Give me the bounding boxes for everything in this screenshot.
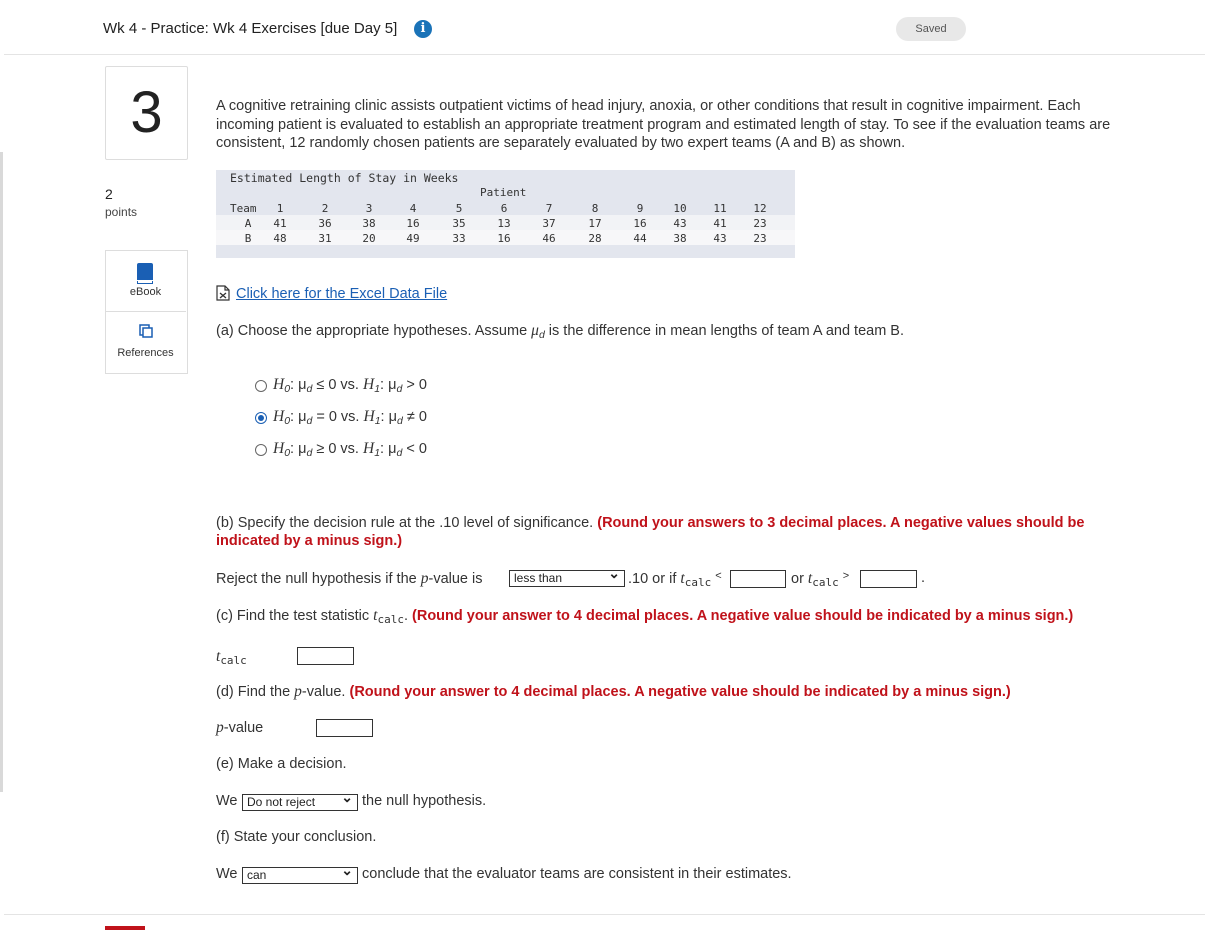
- patient-number: 6: [500, 202, 508, 215]
- table-cell: 37: [542, 217, 556, 230]
- mu-symbol: μ: [531, 322, 539, 339]
- t-upper-critical-input[interactable]: [860, 570, 917, 588]
- footer-accent: [105, 926, 145, 930]
- points-label: points: [105, 205, 138, 219]
- calc-sub-3: calc: [377, 613, 404, 626]
- h0-sub: 0: [284, 415, 291, 427]
- team-label: A: [244, 217, 252, 230]
- patient-header: Patient: [480, 186, 527, 199]
- d1-sub: d: [396, 447, 403, 459]
- h0-sub: 0: [284, 447, 291, 459]
- part-c-instruction: (Round your answer to 4 decimal places. A negative value should be indicated by a minus sign.): [412, 608, 1074, 624]
- hypothesis-option-3[interactable]: [273, 440, 427, 459]
- d-sub: d: [306, 415, 313, 427]
- h1: H: [363, 408, 375, 425]
- hypothesis-option-2[interactable]: [273, 408, 427, 427]
- p-symbol: p: [420, 570, 429, 587]
- mu-sub: d: [538, 329, 545, 341]
- table-cell: 17: [588, 217, 602, 230]
- table-cell: 31: [318, 232, 332, 245]
- rel0: : μ: [290, 441, 307, 457]
- conclusion-select[interactable]: can ⌄: [242, 867, 358, 884]
- part-e-label: (e) Make a decision.: [216, 756, 347, 772]
- p-symbol-3: p: [216, 719, 224, 736]
- hypothesis-radio-3[interactable]: [255, 444, 267, 456]
- cond0: = 0 vs.: [312, 409, 364, 425]
- patient-number: 7: [545, 202, 553, 215]
- part-d-label: (d) Find the: [216, 684, 295, 700]
- patient-number: 1: [276, 202, 284, 215]
- reject-prefix: Reject the null hypothesis if the: [216, 571, 421, 587]
- rel0: : μ: [290, 377, 307, 393]
- h1-sub: 1: [374, 447, 381, 459]
- pvalue-input[interactable]: [316, 719, 373, 737]
- reject-rule-text: [216, 570, 482, 588]
- patient-number: 9: [636, 202, 644, 215]
- cond1: ≠ 0: [402, 409, 427, 425]
- d-sub: d: [306, 447, 313, 459]
- t-symbol-3: t: [373, 607, 378, 624]
- table-cell: 20: [362, 232, 376, 245]
- patient-number: 12: [753, 202, 767, 215]
- references-icon[interactable]: [139, 324, 153, 338]
- patient-number: 11: [713, 202, 727, 215]
- table-cell: 46: [542, 232, 556, 245]
- team-label: B: [244, 232, 252, 245]
- part-c-prompt: [216, 607, 1073, 626]
- hypothesis-radio-1[interactable]: [255, 380, 267, 392]
- h0: H: [273, 440, 285, 457]
- tools-divider: [105, 311, 186, 312]
- references-button[interactable]: References: [117, 347, 174, 359]
- cond1: > 0: [402, 377, 427, 393]
- info-icon[interactable]: i: [414, 20, 432, 38]
- d1-sub: d: [396, 415, 403, 427]
- table-cell: 43: [713, 232, 727, 245]
- table-cell: 38: [673, 232, 687, 245]
- rel1: : μ: [380, 377, 397, 393]
- period: .: [921, 570, 926, 586]
- part-c-label: (c) Find the test statistic: [216, 608, 374, 624]
- d1-sub: d: [396, 383, 403, 395]
- ebook-icon[interactable]: [137, 263, 153, 280]
- or-text: [791, 570, 849, 589]
- patient-number: 8: [591, 202, 599, 215]
- table-cell: 16: [633, 217, 647, 230]
- less-than-symbol: <: [715, 570, 722, 582]
- part-e-we: We: [216, 793, 238, 809]
- p-symbol-2: p: [294, 683, 302, 700]
- part-b-prompt: [216, 514, 1146, 550]
- after-select-text: .10 or if: [628, 571, 681, 587]
- rel1: : μ: [380, 441, 397, 457]
- table-cell: 43: [673, 217, 687, 230]
- part-f-label: (f) State your conclusion.: [216, 829, 377, 845]
- left-scrollbar[interactable]: [0, 152, 3, 792]
- pvalue-comparison-select[interactable]: less than ⌄: [509, 570, 625, 587]
- h0-sub: 0: [284, 383, 291, 395]
- calc-sub: calc: [684, 576, 712, 589]
- assignment-title: Wk 4 - Practice: Wk 4 Exercises [due Day 5]: [103, 20, 398, 37]
- part-f-suffix: conclude that the evaluator teams are consistent in their estimates.: [362, 866, 792, 882]
- table-cell: 28: [588, 232, 602, 245]
- saved-status-badge: Saved: [896, 17, 966, 41]
- t-lower-critical-input[interactable]: [730, 570, 786, 588]
- greater-than-symbol: >: [842, 570, 850, 582]
- part-f-we: We: [216, 866, 238, 882]
- h0: H: [273, 376, 285, 393]
- footer-divider: [4, 914, 1205, 915]
- table-cell: 41: [273, 217, 287, 230]
- h1-sub: 1: [374, 415, 381, 427]
- h1-sub: 1: [374, 383, 381, 395]
- question-number: 3: [105, 66, 188, 160]
- pvalue-label-text: -value: [223, 720, 264, 736]
- calc-sub-4: calc: [220, 654, 247, 667]
- reject-mid: -value is: [428, 571, 483, 587]
- table-cell: 16: [406, 217, 420, 230]
- part-c-dot: .: [403, 608, 413, 624]
- part-d-label2: -value.: [301, 684, 350, 700]
- reject-after-select: [628, 570, 722, 589]
- table-cell: 44: [633, 232, 647, 245]
- table-cell: 13: [497, 217, 511, 230]
- table-cell: 33: [452, 232, 466, 245]
- rel0: : μ: [290, 409, 307, 425]
- hypothesis-option-1[interactable]: [273, 376, 427, 395]
- points-value: 2: [105, 186, 113, 202]
- table-cell: 49: [406, 232, 420, 245]
- pvalue-label: [216, 719, 263, 737]
- patient-number: 4: [409, 202, 417, 215]
- t-symbol: t: [680, 570, 685, 587]
- excel-data-link[interactable]: Click here for the Excel Data File: [236, 286, 448, 302]
- part-a-prompt: [216, 322, 904, 341]
- h0: H: [273, 408, 285, 425]
- part-b-label: (b) Specify the decision rule at the .10 level of significance.: [216, 515, 598, 531]
- part-b-instruction: (Round your answers to 3 decimal places. A negative values should be indicated by a minus sign.): [216, 515, 1085, 549]
- tcalc-input[interactable]: [297, 647, 354, 665]
- tcalc-label: [216, 648, 247, 667]
- table-cell: 35: [452, 217, 466, 230]
- table-cell: 41: [713, 217, 727, 230]
- rel1: : μ: [380, 409, 397, 425]
- h1: H: [362, 440, 375, 457]
- table-cell: 36: [318, 217, 332, 230]
- cond1: < 0: [402, 441, 427, 457]
- calc-sub-2: calc: [812, 576, 839, 589]
- d-sub: d: [306, 383, 313, 395]
- cond0: ≤ 0 vs.: [312, 377, 363, 393]
- part-e-suffix: the null hypothesis.: [362, 793, 487, 809]
- h1: H: [362, 376, 375, 393]
- hypothesis-radio-2[interactable]: [255, 412, 267, 424]
- patient-number: 2: [321, 202, 329, 215]
- table-cell: 23: [753, 217, 767, 230]
- part-a-suffix: is the difference in mean lengths of team A and team B.: [544, 323, 905, 339]
- team-header: Team: [230, 202, 257, 215]
- t-symbol-2: t: [807, 570, 813, 587]
- part-d-prompt: [216, 683, 1011, 701]
- decision-select[interactable]: Do not reject ⌄: [242, 794, 358, 811]
- patient-number: 10: [673, 202, 687, 215]
- table-cell: 23: [753, 232, 767, 245]
- or-label: or: [791, 571, 808, 587]
- part-d-instruction: (Round your answer to 4 decimal places. A negative value should be indicated by a minus sign.): [349, 684, 1011, 700]
- patient-number: 5: [455, 202, 463, 215]
- table-cell: 16: [497, 232, 511, 245]
- table-title: Estimated Length of Stay in Weeks: [230, 171, 459, 185]
- cond0: ≥ 0 vs.: [312, 441, 363, 457]
- table-cell: 48: [273, 232, 287, 245]
- part-a-prefix: (a) Choose the appropriate hypotheses. Assume: [216, 323, 532, 339]
- table-cell: 38: [362, 217, 376, 230]
- patient-number: 3: [365, 202, 373, 215]
- problem-statement: A cognitive retraining clinic assists outpatient victims of head injury, anoxia, or other conditions that result in cognitive impairment. Each incoming patient is evaluated to establish an appropriate treatment program and estimated length of stay. To see if the evaluation teams are consistent, 12 randomly chosen patients are separately evaluated by two expert teams (A and B) as shown.: [216, 98, 1111, 151]
- excel-file-icon[interactable]: [216, 285, 230, 301]
- t-symbol-4: t: [216, 648, 221, 665]
- ebook-button[interactable]: eBook: [129, 286, 162, 298]
